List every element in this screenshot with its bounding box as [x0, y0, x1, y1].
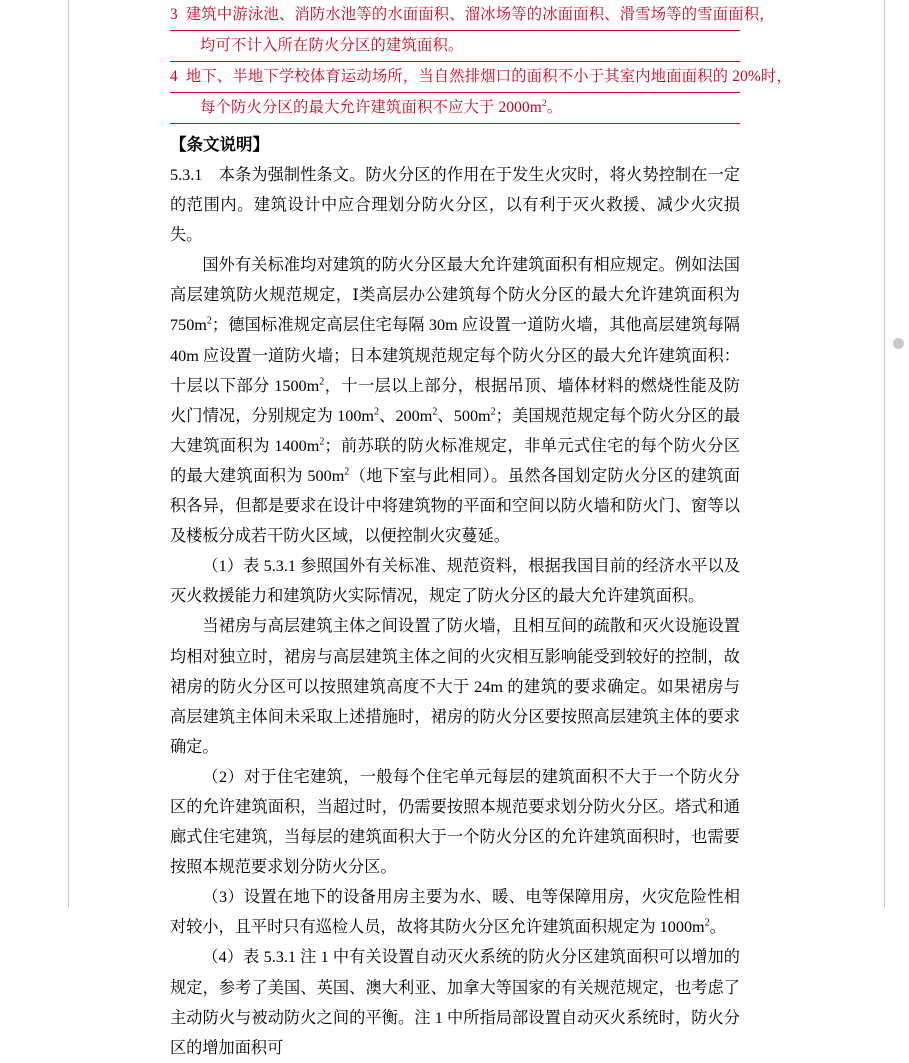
paragraph-item-3: （3）设置在地下的设备用房主要为水、暖、电等保障用房，火灾危险性相对较小，且平时只有巡检人员，故将其防火分区允许建筑面积规定为 $1000m^2$。 — [170, 888, 740, 937]
amended-clause-4 — [170, 62, 792, 124]
amended-clause-4-line-2 — [170, 93, 740, 124]
paragraph-podium-firewall: 当裙房与高层建筑主体之间设置了防火墙，且相互间的疏散和灭火设施设置均相对独立时，裙房与高层建筑主体之间的火灾相互影响能受到较好的控制，故裙房的防火分区可以按照建筑高度不大于 24m 的建筑的要求确定。如果裙房与高层建筑主体间未采取上述措施时，裙房的防火分区要按照高层建筑主体的要求确定。 — [170, 617, 740, 756]
page-left-margin-rule — [68, 0, 69, 908]
amended-clause-4-number: 4 — [170, 68, 178, 85]
amended-clause-4-text-2: 每个防火分区的最大允许建筑面积不应大于 $2000m^2$。 — [200, 98, 563, 116]
amended-clause-4-line-1 — [170, 62, 792, 93]
paragraph-item-2: （2）对于住宅建筑，一般每个住宅单元每层的建筑面积不大于一个防火分区的允许建筑面积，当超过时，仍需要按照本规范要求划分防火分区。塔式和通廊式住宅建筑，当每层的建筑面积大于一个防火分区的允许建筑面积时，也需要按照本规范要求划分防火分区。 — [170, 767, 740, 877]
amended-clause-3 — [170, 0, 775, 62]
amended-clause-list — [170, 0, 792, 124]
page-right-margin-rule — [884, 0, 885, 908]
paragraph-5-3-1: 5.3.1 本条为强制性条文。防火分区的作用在于发生火灾时，将火势控制在一定的范围内。建筑设计中应合理划分防火分区，以有利于灭火救援、减少火灾损失。 — [170, 166, 740, 245]
scroll-position-indicator[interactable] — [893, 338, 904, 349]
paragraph-item-4: （4）表 5.3.1 注 1 中有关设置自动灭火系统的防火分区建筑面积可以增加的规定，参考了美国、英国、澳大利亚、加拿大等国家的有关规范规定，也考虑了主动防火与被动防火之间的平衡。注 1 中所指局部设置自动灭火系统时，防火分区的增加面积可 — [170, 948, 740, 1057]
section-heading: 【条文说明】 — [170, 135, 269, 154]
amended-clause-3-text-1: 建筑中游泳池、消防水池等的水面面积、溜冰场等的冰面面积、滑雪场等的雪面面积， — [185, 6, 775, 23]
paragraph-international-standards: 国外有关标准均对建筑的防火分区最大允许建筑面积有相应规定。例如法国高层建筑防火规范规定，Ⅰ类高层办公建筑每个防火分区的最大允许建筑面积为 $750m^2$；德国标准规定高层住宅每隔 30m 应设置一道防火墙，其他高层建筑每隔 40m 应设置一道防火墙；日本建筑规范规定每个防火分区的最大允许建筑面积：十层以下部分 $1500m^2$，十一层以上部分，根据吊顶、墙体材料的燃烧性能及防火门情况，分别规定为 $100m^2$、$200m^2$、$500m^2$；美国规范规定每个防火分区的最大建筑面积为 $1400m^2$；前苏联的防火标准规定，非单元式住宅的每个防火分区的最大建筑面积为 $500m^2$（地下室与此相同）。虽然各国划定防火分区的建筑面积各异，但都是要求在设计中将建筑物的平面和空间以防火墙和防火门、窗等以及楼板分成若干防火区域，以便控制火灾蔓延。 — [170, 256, 741, 546]
amended-clause-3-number: 3 — [170, 6, 178, 23]
amended-clause-3-text-2: 均可不计入所在防火分区的建筑面积。 — [200, 37, 464, 54]
amended-clause-3-line-1 — [170, 0, 775, 31]
paragraph-item-1: （1）表 5.3.1 参照国外有关标准、规范资料，根据我国目前的经济水平以及灭火救援能力和建筑防火实际情况，规定了防火分区的最大允许建筑面积。 — [170, 557, 740, 606]
document-content — [170, 0, 792, 1063]
amended-clause-3-line-2 — [170, 31, 740, 62]
amended-clause-4-text-1: 地下、半地下学校体育运动场所，当自然排烟口的面积不小于其室内地面面积的 20%时， — [185, 68, 792, 85]
